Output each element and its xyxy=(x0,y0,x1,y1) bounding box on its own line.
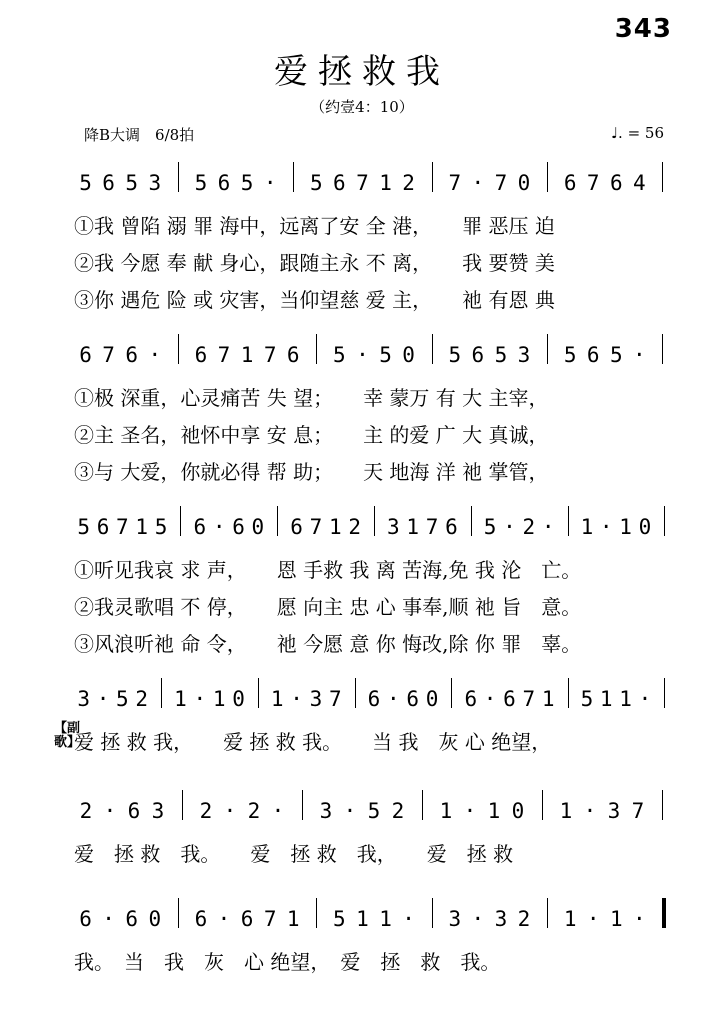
note: 2 xyxy=(135,687,149,711)
note: 5 xyxy=(580,687,594,711)
note: 6 xyxy=(125,907,139,931)
barline xyxy=(316,334,317,364)
lyric-text: 爱 拯 救 我， 爱 拯 救 我。 当 我 灰 心 绝望， xyxy=(74,730,552,754)
barline xyxy=(178,898,179,928)
barline xyxy=(547,898,548,928)
dot-note: · xyxy=(193,687,207,711)
barline xyxy=(161,678,162,708)
barline xyxy=(451,678,452,708)
barline xyxy=(664,506,665,536)
note: 3 xyxy=(319,799,333,823)
dot-note: · xyxy=(402,907,415,931)
note: 5 xyxy=(309,171,323,195)
lyric-text: 爱 拯 救 我。 爱 拯 救 我， 爱 拯 救 xyxy=(74,842,514,866)
note: 1 xyxy=(379,907,392,931)
lyric-text: ③风浪听祂 命 令， 祂 今愿 意 你 悔改,除 你 罪 辜。 xyxy=(74,632,582,656)
dot-note: · xyxy=(483,687,497,711)
note: 1 xyxy=(286,907,300,931)
scripture-reference: （约壹4：10） xyxy=(310,98,414,116)
note: 1 xyxy=(406,515,420,539)
barline xyxy=(374,506,375,536)
note: 1 xyxy=(270,687,284,711)
barline xyxy=(182,790,183,820)
note: 1 xyxy=(619,687,632,711)
note: 7 xyxy=(356,171,369,195)
barline xyxy=(432,334,433,364)
note: 5 xyxy=(563,343,577,367)
note: 6 xyxy=(193,515,207,539)
note: 0 xyxy=(232,687,245,711)
note: 1 xyxy=(356,907,369,931)
note: 5 xyxy=(333,907,346,931)
dot-note: · xyxy=(271,799,285,823)
final-barline xyxy=(662,898,666,928)
note: 1 xyxy=(135,515,149,539)
barline xyxy=(568,678,569,708)
note: 6 xyxy=(503,687,516,711)
barline xyxy=(277,506,278,536)
lyric-line xyxy=(74,382,674,408)
notes-row xyxy=(74,908,674,938)
notes-row xyxy=(74,688,674,718)
note: 1 xyxy=(379,171,392,195)
dot-note: · xyxy=(638,687,652,711)
note: 2 xyxy=(199,799,213,823)
note: 5 xyxy=(116,687,129,711)
barline xyxy=(178,334,179,364)
barline xyxy=(547,162,548,192)
note: 0 xyxy=(638,515,652,539)
lyric-text: ①极 深重，心灵痛苦 失 望； 幸 蒙万 有 大 主宰， xyxy=(74,386,549,410)
barline xyxy=(432,898,433,928)
dot-note: · xyxy=(503,515,516,539)
dot-note: · xyxy=(96,687,110,711)
dot-note: · xyxy=(471,907,485,931)
note: 7 xyxy=(309,515,323,539)
note: 7 xyxy=(586,171,600,195)
note: 2 xyxy=(348,515,361,539)
note: 7 xyxy=(522,687,536,711)
note: 3 xyxy=(517,343,531,367)
note: 2 xyxy=(522,515,536,539)
note: 2 xyxy=(402,171,415,195)
note: 5 xyxy=(379,343,392,367)
barline xyxy=(662,790,663,820)
note: 0 xyxy=(511,799,525,823)
barline xyxy=(547,334,548,364)
lyric-text: ③与 大爱，你就必得 帮 助； 天 地海 洋 祂 掌管， xyxy=(74,460,549,484)
lyric-text: ②我 今愿 奉 献 身心，跟随主永 不 离， 我 要赞 美 xyxy=(74,251,555,275)
lyric-line xyxy=(74,726,674,752)
note: 3 xyxy=(148,171,162,195)
note: 1 xyxy=(328,515,342,539)
note: 3 xyxy=(77,687,90,711)
note: 2 xyxy=(391,799,405,823)
note: 6 xyxy=(217,171,231,195)
note: 7 xyxy=(494,171,508,195)
dot-note: · xyxy=(633,907,646,931)
dot-note: · xyxy=(212,515,226,539)
note: 7 xyxy=(425,515,439,539)
note: 0 xyxy=(251,515,265,539)
note: 6 xyxy=(290,515,303,539)
note: 0 xyxy=(425,687,439,711)
barline xyxy=(316,898,317,928)
lyric-line xyxy=(74,591,674,617)
note: 1 xyxy=(487,799,501,823)
note: 5 xyxy=(483,515,497,539)
note: 7 xyxy=(217,343,231,367)
note: 1 xyxy=(563,907,577,931)
dot-note: · xyxy=(102,907,115,931)
note: 2 xyxy=(517,907,531,931)
note: 2 xyxy=(247,799,261,823)
lyric-line xyxy=(74,210,674,236)
note: 5 xyxy=(494,343,508,367)
barline xyxy=(662,162,663,192)
lyric-text: ②我灵歌唱 不 停， 愿 向主 忠 心 事奉,顺 祂 旨 意。 xyxy=(74,595,582,619)
note: 6 xyxy=(79,343,92,367)
dot-note: · xyxy=(263,171,277,195)
lyric-line xyxy=(74,247,674,273)
note: 5 xyxy=(77,515,90,539)
dot-note: · xyxy=(343,799,357,823)
key-signature: 降B大调 6/8拍 xyxy=(84,126,195,144)
note: 3 xyxy=(151,799,165,823)
note: 7 xyxy=(102,343,115,367)
note: 6 xyxy=(563,171,577,195)
note: 1 xyxy=(541,687,555,711)
note: 3 xyxy=(309,687,323,711)
chorus-label: 【副歌】 xyxy=(54,721,81,750)
note: 1 xyxy=(619,515,632,539)
note: 3 xyxy=(387,515,400,539)
note: 1 xyxy=(212,687,226,711)
barline xyxy=(432,162,433,192)
lyric-text: ③你 遇危 险 或 灾害，当仰望慈 爱 主， 祂 有恩 典 xyxy=(74,288,555,312)
barline xyxy=(178,162,179,192)
note: 5 xyxy=(125,171,139,195)
notes-row xyxy=(74,172,674,202)
dot-note: · xyxy=(471,171,485,195)
dot-note: · xyxy=(356,343,369,367)
note: 3 xyxy=(494,907,508,931)
dot-note: · xyxy=(583,799,597,823)
lyric-line xyxy=(74,419,674,445)
note: 5 xyxy=(609,343,623,367)
note: 6 xyxy=(286,343,300,367)
lyric-line xyxy=(74,838,674,864)
note: 6 xyxy=(464,687,478,711)
note: 1 xyxy=(580,515,594,539)
dot-note: · xyxy=(290,687,303,711)
dot-note: · xyxy=(148,343,162,367)
lyric-line xyxy=(74,456,674,482)
notes-row xyxy=(74,516,674,546)
note: 6 xyxy=(240,907,254,931)
barline xyxy=(662,334,663,364)
note: 6 xyxy=(194,343,208,367)
note: 5 xyxy=(367,799,381,823)
note: 7 xyxy=(328,687,342,711)
note: 1 xyxy=(439,799,453,823)
note: 5 xyxy=(240,171,254,195)
hymn-title: 爱拯救我 xyxy=(274,52,450,92)
note: 0 xyxy=(517,171,531,195)
barline xyxy=(180,506,181,536)
note: 5 xyxy=(79,171,92,195)
note: 2 xyxy=(79,799,93,823)
dot-note: · xyxy=(223,799,237,823)
lyric-text: ②主 圣名，祂怀中享 安 息； 主 的爱 广 大 真诚， xyxy=(74,423,549,447)
barline xyxy=(664,678,665,708)
barline xyxy=(302,790,303,820)
barline xyxy=(258,678,259,708)
note: 5 xyxy=(194,171,208,195)
note: 3 xyxy=(607,799,621,823)
note: 6 xyxy=(127,799,141,823)
note: 6 xyxy=(333,171,346,195)
note: 6 xyxy=(406,687,420,711)
note: 3 xyxy=(448,907,462,931)
lyric-text: ①我 曾陷 溺 罪 海中，远离了安 全 港， 罪 恶压 迫 xyxy=(74,214,555,238)
dot-note: · xyxy=(103,799,117,823)
note: 1 xyxy=(174,687,187,711)
barline xyxy=(293,162,294,192)
note: 6 xyxy=(102,171,115,195)
dot-note: · xyxy=(586,907,600,931)
note: 6 xyxy=(471,343,485,367)
lyric-line xyxy=(74,554,674,580)
note: 7 xyxy=(448,171,462,195)
note: 1 xyxy=(559,799,573,823)
notes-row xyxy=(74,800,674,830)
note: 6 xyxy=(367,687,381,711)
lyric-line xyxy=(74,946,674,972)
dot-note: · xyxy=(463,799,477,823)
barline xyxy=(471,506,472,536)
lyric-line xyxy=(74,284,674,310)
note: 5 xyxy=(154,515,168,539)
note: 6 xyxy=(125,343,139,367)
dot-note: · xyxy=(217,907,231,931)
dot-note: · xyxy=(633,343,646,367)
note: 6 xyxy=(609,171,623,195)
note: 6 xyxy=(96,515,110,539)
note: 4 xyxy=(633,171,646,195)
note: 6 xyxy=(232,515,245,539)
notes-row xyxy=(74,344,674,374)
note: 7 xyxy=(116,515,129,539)
barline xyxy=(568,506,569,536)
dot-note: · xyxy=(599,515,613,539)
note: 1 xyxy=(240,343,254,367)
lyric-text: ①听见我哀 求 声， 恩 手救 我 离 苦海,免 我 沦 亡。 xyxy=(74,558,582,582)
note: 0 xyxy=(402,343,415,367)
note: 6 xyxy=(79,907,92,931)
note: 1 xyxy=(599,687,613,711)
note: 6 xyxy=(445,515,458,539)
note: 7 xyxy=(263,907,277,931)
lyric-line xyxy=(74,628,674,654)
note: 6 xyxy=(586,343,600,367)
note: 5 xyxy=(333,343,346,367)
lyric-text: 我。 当 我 灰 心 绝望， 爱 拯 救 我。 xyxy=(74,950,501,974)
dot-note: · xyxy=(541,515,555,539)
tempo-marking: ♩. = 56 xyxy=(610,124,664,142)
hymn-number: 343 xyxy=(614,14,672,44)
note: 5 xyxy=(448,343,462,367)
note: 1 xyxy=(609,907,623,931)
barline xyxy=(542,790,543,820)
barline xyxy=(422,790,423,820)
dot-note: · xyxy=(387,687,400,711)
note: 7 xyxy=(263,343,277,367)
barline xyxy=(355,678,356,708)
note: 6 xyxy=(194,907,208,931)
note: 7 xyxy=(631,799,645,823)
note: 0 xyxy=(148,907,162,931)
